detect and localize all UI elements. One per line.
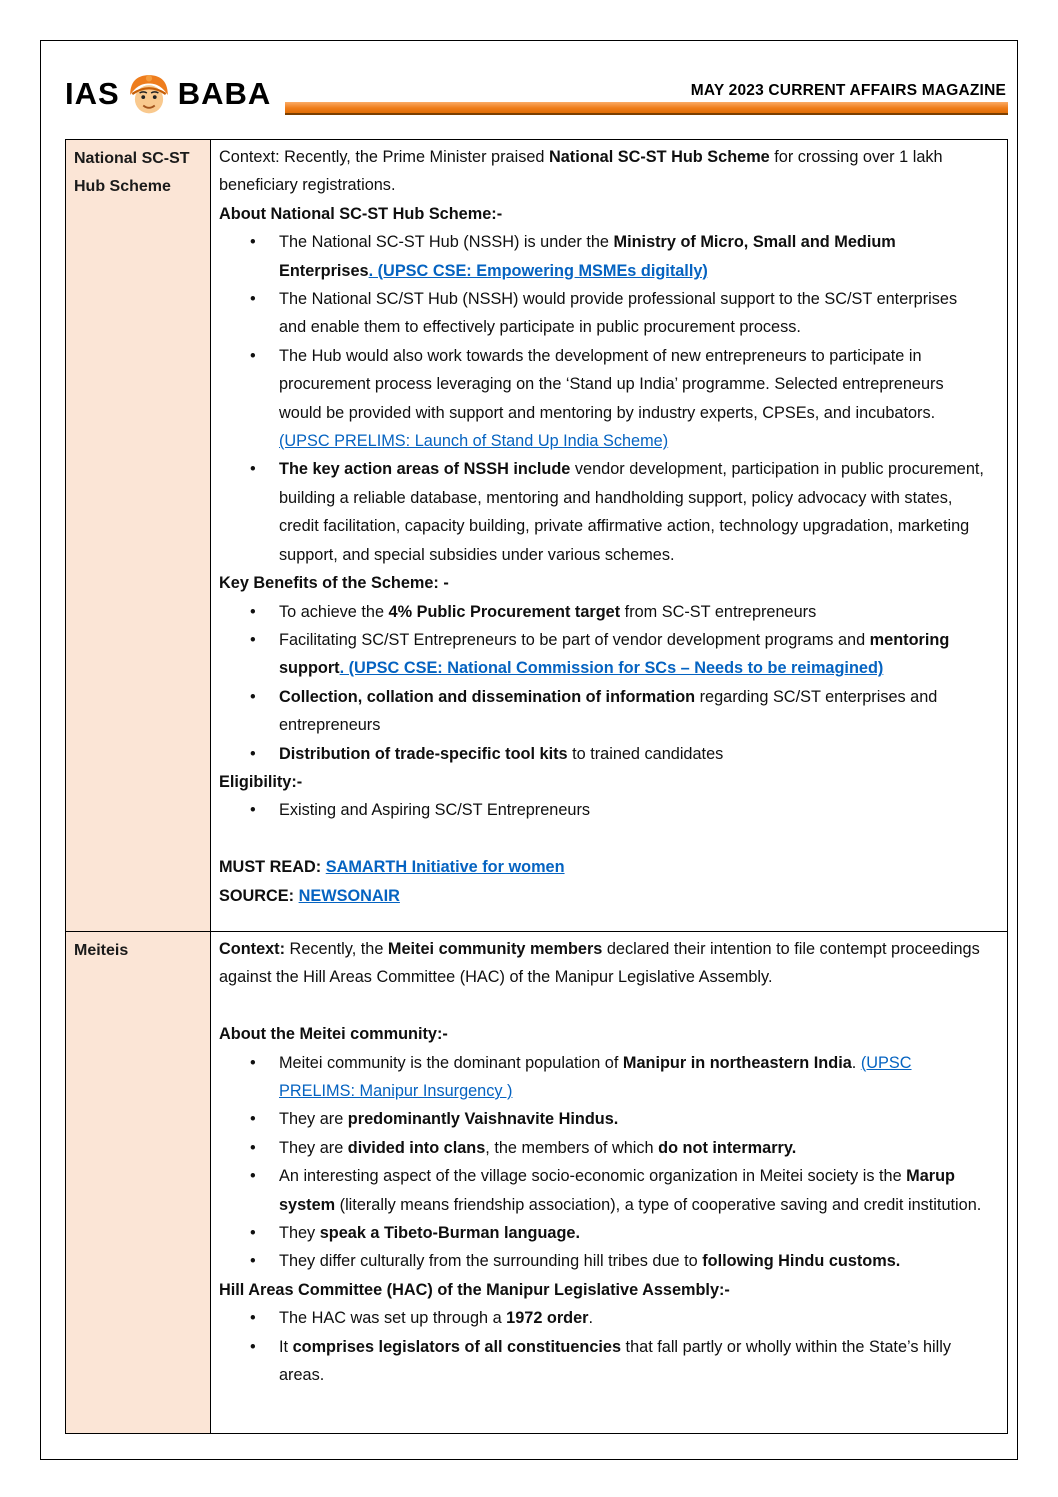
text-run: The Hub would also work towards the development of new entrepreneurs to participate in procurement process leveraging on the ‘Stand up India’ programme. Selected entrepreneurs would be provided with support and mentoring by industry experts, CPSEs, and incubators. (279, 346, 944, 422)
text-run: following Hindu customs. (702, 1252, 901, 1271)
bullet-item (219, 285, 985, 342)
bullet-text (279, 1105, 985, 1133)
text-run: The National SC/ST Hub (NSSH) would provide professional support to the SC/ST enterprises and enable them to effectively participate in public procurement process. (279, 290, 958, 337)
text-run: that fall partly or wholly within the State’s hilly areas. (279, 1337, 952, 1385)
hyperlink[interactable]: SAMARTH Initiative for women (325, 858, 565, 877)
text-run: divided into clans (347, 1138, 486, 1157)
bullet-icon: • (250, 233, 256, 252)
text-run: Hill Areas Committee (HAC) of the Manipur Legislative Assembly:- (219, 1280, 730, 1299)
bullet-text (279, 1162, 985, 1219)
text-run: . (588, 1309, 594, 1328)
blank-line (219, 992, 985, 1020)
text-run: SOURCE: (219, 886, 299, 905)
bullet-item (219, 1219, 985, 1247)
bullet-item (219, 740, 985, 768)
bullet-item (219, 455, 985, 569)
paragraph (219, 143, 985, 200)
text-run: Recently, the (285, 940, 388, 958)
text-run: Manipur in northeastern India (622, 1053, 852, 1072)
hyperlink[interactable]: . (UPSC CSE: National Commission for SCs – Needs to be reimagined) (339, 659, 884, 678)
text-run: . (851, 1053, 861, 1072)
blank-line (219, 1389, 985, 1417)
bullet-item (219, 1162, 985, 1219)
bullet-icon: • (250, 602, 256, 621)
bullet-item (219, 1247, 985, 1275)
text-run: do not intermarry. (658, 1138, 797, 1157)
title-area (285, 82, 1008, 115)
bullet-icon: • (250, 687, 256, 706)
text-run: They are (279, 1138, 348, 1157)
bullet-icon: • (250, 1252, 256, 1271)
logo-text-ias: IAS (65, 76, 120, 111)
topic-cell: National SC-ST Hub Scheme (66, 140, 211, 931)
section-heading (219, 1276, 985, 1304)
bullet-icon: • (250, 1053, 256, 1072)
text-run: Meitei community members (387, 940, 603, 958)
page-frame (40, 40, 1018, 1460)
iasbaba-logo (65, 73, 271, 115)
text-run: Key Benefits of the Scheme: - (219, 574, 449, 593)
bullet-icon: • (250, 1224, 256, 1243)
bullet-item (219, 228, 985, 285)
text-run: (literally means friendship association), a type of cooperative saving and credit institution. (335, 1195, 982, 1214)
text-run: Distribution of trade-specific tool kits (279, 744, 568, 763)
bullet-icon: • (250, 1337, 256, 1356)
content-cell (211, 932, 1007, 1433)
text-run: It (279, 1337, 293, 1356)
bullet-icon: • (250, 1167, 256, 1186)
text-run: The National SC-ST Hub (NSSH) is under the (279, 233, 614, 252)
bullet-text (279, 1247, 985, 1275)
bullet-icon: • (250, 290, 256, 309)
hyperlink[interactable]: (UPSC PRELIMS: Manipur Insurgency ) (279, 1053, 912, 1101)
section-heading (219, 1020, 985, 1048)
bullet-item (219, 1134, 985, 1162)
bullet-icon: • (250, 801, 256, 820)
hyperlink[interactable]: (UPSC PRELIMS: Launch of Stand Up India Scheme) (279, 432, 669, 451)
text-run: Existing and Aspiring SC/ST Entrepreneurs (279, 801, 591, 820)
hyperlink[interactable]: . (UPSC CSE: Empowering MSMEs digitally) (368, 261, 708, 280)
bullet-item (219, 1105, 985, 1133)
bullet-item (219, 598, 985, 626)
text-run: Eligibility:- (219, 772, 303, 791)
bullet-text (279, 1134, 985, 1162)
bullet-item (219, 1333, 985, 1390)
bullet-text (279, 796, 985, 824)
text-run: regarding SC/ST enterprises and entrepreneurs (279, 687, 938, 735)
bullet-icon: • (250, 1309, 256, 1328)
bullet-text (279, 1304, 985, 1332)
bullet-text (279, 683, 985, 740)
text-run: Collection, collation and dissemination of information (279, 687, 696, 706)
text-run: Context: (219, 940, 286, 958)
text-run: Meitei community is the dominant population of (279, 1053, 623, 1072)
blank-line (219, 825, 985, 853)
text-run: mentoring support (279, 630, 950, 678)
bullet-item (219, 1049, 985, 1106)
logo-text-baba: BABA (177, 76, 272, 111)
text-run: They are (279, 1110, 348, 1129)
bullet-icon: • (250, 630, 256, 649)
paragraph (219, 935, 985, 992)
text-run: comprises legislators of all constituencies (292, 1337, 622, 1356)
section-heading (219, 200, 985, 228)
section-heading (219, 569, 985, 597)
text-run: About National SC-ST Hub Scheme:- (219, 204, 503, 223)
topic-cell: Meiteis (66, 932, 211, 1433)
text-run: National SC-ST Hub Scheme (548, 148, 770, 166)
bullet-text (279, 285, 985, 342)
text-run: Facilitating SC/ST Entrepreneurs to be part of vendor development programs and (279, 630, 870, 649)
text-run: vendor development, participation in public procurement, building a reliable database, mentoring and handholding support, policy advocacy with states, credit facilitation, capacity building, private affirmative action, technology upgradation, marketing support, and special subsidies under various schemes. (279, 460, 984, 564)
text-run: declared their intention to file contempt proceedings against the Hill Areas Committee (HAC) of the Manipur Legislative Assembly. (219, 940, 980, 987)
table-row (66, 932, 1007, 1433)
text-run: An interesting aspect of the village socio-economic organization in Meitei society is the (279, 1167, 907, 1186)
bullet-text (279, 1219, 985, 1247)
text-run: They differ culturally from the surrounding hill tribes due to (279, 1252, 703, 1271)
text-run: Marup system (279, 1167, 955, 1214)
text-run: 4% Public Procurement target (388, 602, 621, 621)
hyperlink[interactable]: NEWSONAIR (298, 886, 400, 905)
iasbaba-mascot-icon (126, 73, 172, 115)
text-run: from SC-ST entrepreneurs (620, 602, 817, 621)
paragraph (219, 882, 985, 910)
bullet-text (279, 228, 985, 285)
bullet-text (279, 342, 985, 456)
text-run: to trained candidates (567, 744, 724, 763)
bullet-icon: • (250, 1138, 256, 1157)
magazine-title: MAY 2023 CURRENT AFFAIRS MAGAZINE (690, 82, 1006, 99)
table-row (66, 140, 1007, 932)
bullet-text (279, 740, 985, 768)
bullet-item (219, 683, 985, 740)
text-run: The HAC was set up through a (279, 1309, 507, 1328)
text-run: Ministry of Micro, Small and Medium Enterprises (279, 233, 896, 280)
bullet-text (279, 455, 985, 569)
text-run: MUST READ: (219, 858, 326, 877)
text-run: , the members of which (485, 1138, 659, 1157)
text-run: About the Meitei community:- (219, 1025, 448, 1044)
text-run: predominantly Vaishnavite Hindus. (347, 1110, 619, 1129)
text-run: for crossing over 1 lakh beneficiary registrations. (219, 148, 943, 195)
bullet-icon: • (250, 346, 256, 365)
topics-table (65, 139, 1008, 1434)
bullet-item (219, 1304, 985, 1332)
text-run: Context: Recently, the Prime Minister praised (219, 148, 549, 166)
bullet-text (279, 1049, 985, 1106)
header (65, 73, 1008, 115)
bullet-icon: • (250, 1110, 256, 1129)
bullet-icon: • (250, 744, 256, 763)
text-run: They (279, 1224, 320, 1243)
section-heading (219, 768, 985, 796)
bullet-icon: • (250, 460, 256, 479)
bullet-text (279, 1333, 985, 1390)
bullet-text (279, 626, 985, 683)
text-run: speak a Tibeto-Burman language. (319, 1224, 580, 1243)
text-run: 1972 order (506, 1309, 589, 1328)
text-run: The key action areas of NSSH include (279, 460, 571, 479)
bullet-item (219, 342, 985, 456)
orange-divider-bar (285, 102, 1008, 115)
content-cell (211, 140, 1007, 931)
text-run: To achieve the (279, 602, 389, 621)
bullet-item (219, 626, 985, 683)
bullet-text (279, 598, 985, 626)
bullet-item (219, 796, 985, 824)
paragraph (219, 853, 985, 881)
